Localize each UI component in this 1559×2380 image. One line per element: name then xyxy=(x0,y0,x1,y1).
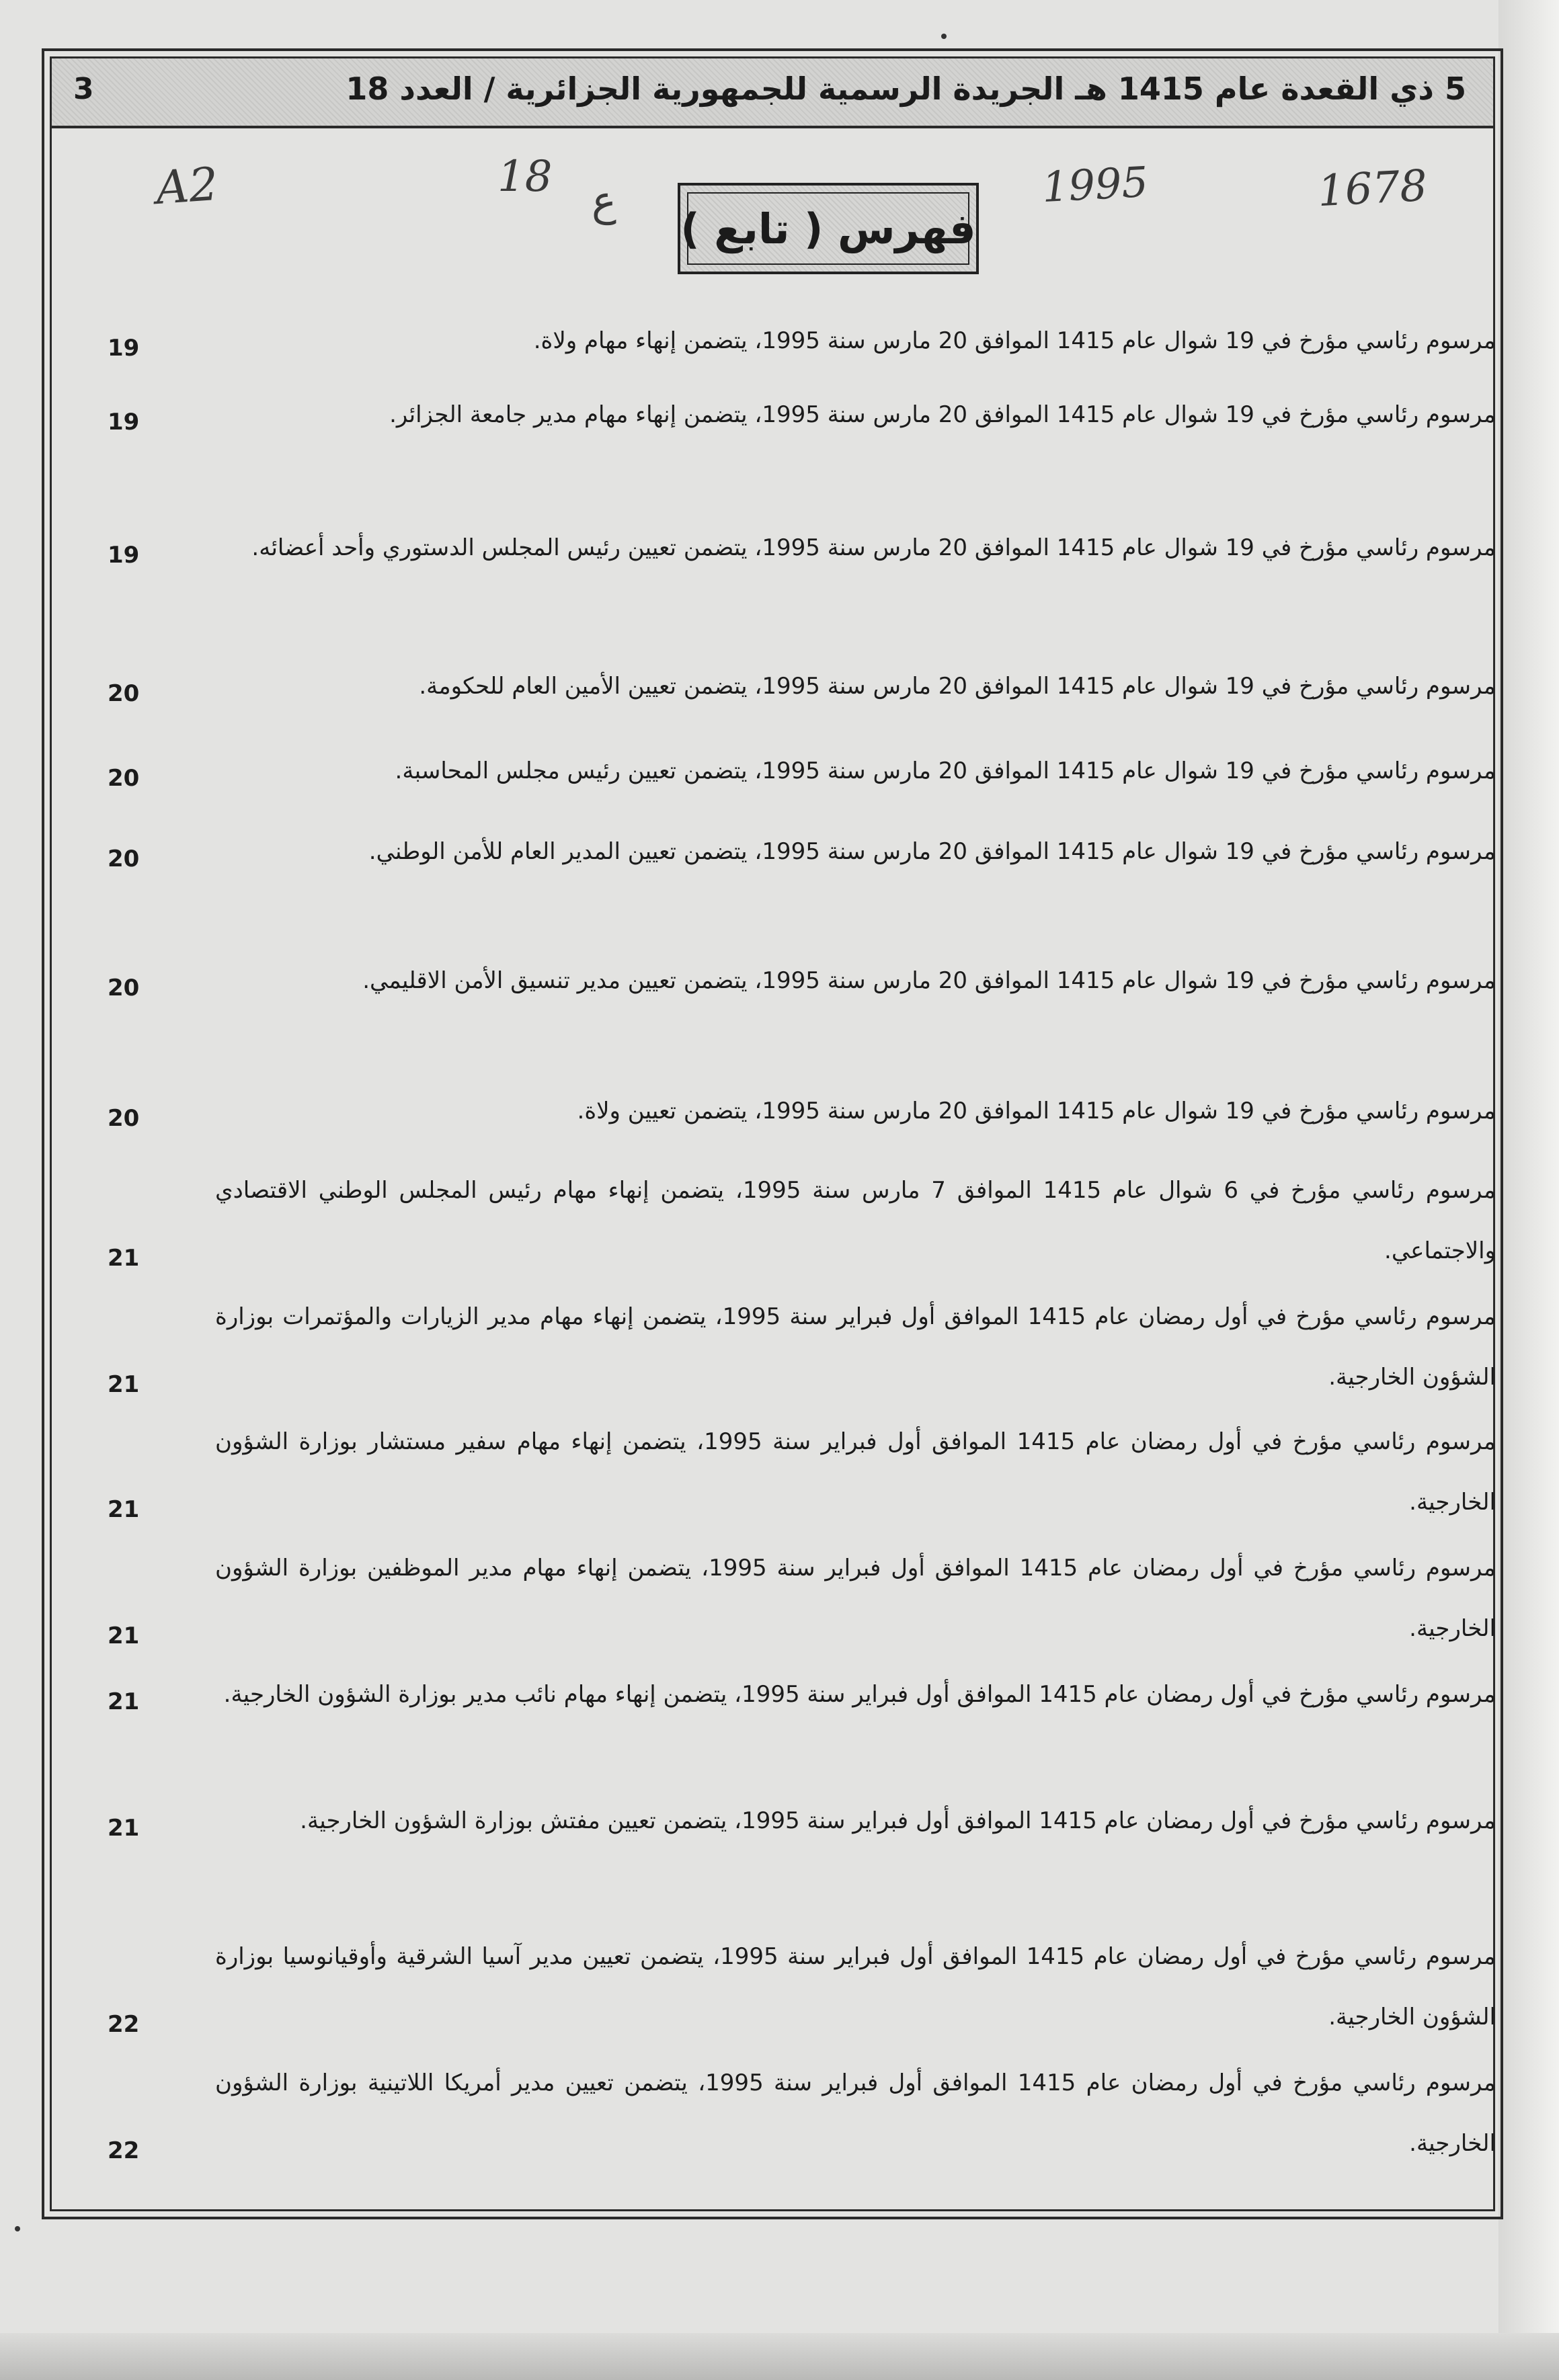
print-speck xyxy=(941,34,947,39)
index-entry xyxy=(108,656,1496,716)
entry-page-number: 21 xyxy=(108,1815,140,1842)
page-number: 3 xyxy=(73,72,94,106)
entry-text: مرسوم رئاسي مؤرخ في 19 شوال عام 1415 الموافق 20 مارس سنة 1995، يتضمن تعيين ولاة. xyxy=(577,1098,1496,1124)
index-title-box xyxy=(678,183,979,274)
entry-page-number: 21 xyxy=(108,1496,140,1523)
index-entry xyxy=(108,821,1496,882)
index-title: فهرس ( تابع ) xyxy=(680,204,976,253)
index-entry xyxy=(108,950,1496,1011)
entry-text: مرسوم رئاسي مؤرخ في أول رمضان عام 1415 الموافق أول فبراير سنة 1995، يتضمن تعيين مدير آسيا الشرقية وأوقيانوسيا بوزارة الشؤون الخارجية. xyxy=(215,1943,1496,2030)
handwritten-note-letter: ع xyxy=(592,176,616,225)
entry-page-number: 20 xyxy=(108,680,140,707)
handwritten-note-year: 1995 xyxy=(1041,157,1150,212)
index-entry xyxy=(108,1926,1496,2047)
entry-page-number: 19 xyxy=(108,542,140,569)
index-entry xyxy=(108,741,1496,801)
entry-page-number: 21 xyxy=(108,1688,140,1715)
entry-text: مرسوم رئاسي مؤرخ في 19 شوال عام 1415 الموافق 20 مارس سنة 1995، يتضمن إنهاء مهام ولاة. xyxy=(533,327,1496,354)
gazette-header-title: 5 ذي القعدة عام 1415 هـ الجريدة الرسمية للجمهورية الجزائرية / العدد 18 xyxy=(346,71,1466,107)
index-entry xyxy=(108,1538,1496,1659)
entry-text: مرسوم رئاسي مؤرخ في 19 شوال عام 1415 الموافق 20 مارس سنة 1995، يتضمن تعيين المدير العام للأمن الوطني. xyxy=(368,838,1496,865)
entry-text: مرسوم رئاسي مؤرخ في أول رمضان عام 1415 الموافق أول فبراير سنة 1995، يتضمن إنهاء مهام مدير الموظفين بوزارة الشؤون الخارجية. xyxy=(215,1555,1496,1642)
entry-page-number: 20 xyxy=(108,846,140,872)
entry-text: مرسوم رئاسي مؤرخ في 19 شوال عام 1415 الموافق 20 مارس سنة 1995، يتضمن تعيين الأمين العام للحكومة. xyxy=(419,673,1496,700)
entry-page-number: 19 xyxy=(108,409,140,436)
print-speck xyxy=(15,2226,20,2231)
entry-text: مرسوم رئاسي مؤرخ في أول رمضان عام 1415 الموافق أول فبراير سنة 1995، يتضمن إنهاء مهام سفير مستشار بوزارة الشؤون الخارجية. xyxy=(215,1428,1496,1516)
entry-text: مرسوم رئاسي مؤرخ في 19 شوال عام 1415 الموافق 20 مارس سنة 1995، يتضمن إنهاء مهام مدير جامعة الجزائر. xyxy=(389,401,1496,428)
handwritten-note-number: 18 xyxy=(497,152,553,202)
index-entry xyxy=(108,1791,1496,1851)
entry-text: مرسوم رئاسي مؤرخ في أول رمضان عام 1415 الموافق أول فبراير سنة 1995، يتضمن تعيين مدير أمريكا اللاتينية بوزارة الشؤون الخارجية. xyxy=(215,2069,1496,2157)
entry-text: مرسوم رئاسي مؤرخ في أول رمضان عام 1415 الموافق أول فبراير سنة 1995، يتضمن إنهاء مهام مدير الزيارات والمؤتمرات بوزارة الشؤون الخارجية. xyxy=(215,1303,1496,1391)
page-bottom-shadow xyxy=(0,2333,1559,2380)
entry-text: مرسوم رئاسي مؤرخ في 6 شوال عام 1415 الموافق 7 مارس سنة 1995، يتضمن إنهاء مهام رئيس المجلس الوطني الاقتصادي والاجتماعي. xyxy=(215,1177,1496,1264)
index-entry xyxy=(108,2053,1496,2174)
index-entry xyxy=(108,1160,1496,1281)
entry-page-number: 22 xyxy=(108,2137,140,2164)
index-entry xyxy=(108,1286,1496,1407)
index-entry xyxy=(108,311,1496,371)
entry-page-number: 20 xyxy=(108,975,140,1001)
handwritten-note-a2: A2 xyxy=(154,157,221,216)
entry-page-number: 21 xyxy=(108,1623,140,1649)
entry-text: مرسوم رئاسي مؤرخ في 19 شوال عام 1415 الموافق 20 مارس سنة 1995، يتضمن تعيين رئيس مجلس المحاسبة. xyxy=(395,757,1496,784)
gazette-header xyxy=(52,58,1493,128)
index-entry xyxy=(108,384,1496,445)
entry-text: مرسوم رئاسي مؤرخ في 19 شوال عام 1415 الموافق 20 مارس سنة 1995، يتضمن تعيين مدير تنسيق الأمن الاقليمي. xyxy=(362,967,1496,994)
entry-page-number: 20 xyxy=(108,1105,140,1132)
index-entry xyxy=(108,518,1496,578)
entry-text: مرسوم رئاسي مؤرخ في أول رمضان عام 1415 الموافق أول فبراير سنة 1995، يتضمن تعيين مفتش بوزارة الشؤون الخارجية. xyxy=(300,1807,1496,1834)
entry-page-number: 22 xyxy=(108,2011,140,2038)
handwritten-note-reference: 1678 xyxy=(1316,161,1429,217)
entry-page-number: 20 xyxy=(108,765,140,792)
entry-page-number: 21 xyxy=(108,1371,140,1398)
entry-text: مرسوم رئاسي مؤرخ في أول رمضان عام 1415 الموافق أول فبراير سنة 1995، يتضمن إنهاء مهام نائب مدير بوزارة الشؤون الخارجية. xyxy=(223,1681,1496,1708)
page-edge-shadow xyxy=(1498,0,1559,2380)
entry-text: مرسوم رئاسي مؤرخ في 19 شوال عام 1415 الموافق 20 مارس سنة 1995، يتضمن تعيين رئيس المجلس الدستوري وأحد أعضائه. xyxy=(251,534,1496,561)
index-entry xyxy=(108,1664,1496,1725)
index-entry xyxy=(108,1081,1496,1141)
entry-page-number: 19 xyxy=(108,335,140,362)
index-entry xyxy=(108,1411,1496,1532)
entry-page-number: 21 xyxy=(108,1245,140,1272)
